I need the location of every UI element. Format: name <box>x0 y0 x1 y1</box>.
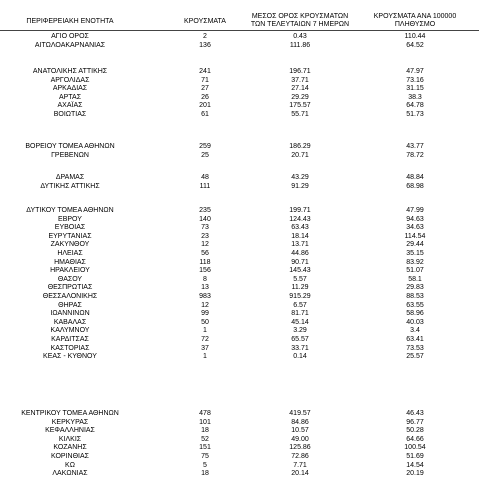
cases-value: 259 <box>199 143 211 150</box>
avg-value: 0.14 <box>293 353 307 361</box>
avg-value: 43.29 <box>291 174 309 181</box>
region-name: ΚΟΡΙΝΘΙΑΣ <box>51 453 89 460</box>
per-100000-value: 83.92 <box>406 258 424 266</box>
avg-value: 20.14 <box>291 470 309 478</box>
avg-value: 175.57 <box>289 102 311 110</box>
per-100000-value: 35.15 <box>406 250 424 257</box>
region-name: ΑΡΚΑΔΙΑΣ <box>52 85 88 93</box>
cases-value: 18 <box>201 427 209 435</box>
avg-value: 7.71 <box>293 461 307 469</box>
table-row <box>0 182 479 191</box>
avg-value: 915.29 <box>289 293 311 300</box>
avg-value: 65.57 <box>291 336 309 343</box>
region-name: ΚΕΑΣ - ΚΥΘΝΟΥ <box>43 353 97 361</box>
cases-value: 151 <box>199 444 211 452</box>
cases-value: 5 <box>203 461 207 469</box>
region-name: ΒΟΙΩΤΙΑΣ <box>53 111 87 118</box>
avg-value: 33.71 <box>291 344 309 352</box>
per-100000-value: 94.63 <box>406 215 424 223</box>
avg-value: 37.71 <box>291 76 309 84</box>
avg-value: 27.14 <box>291 85 309 93</box>
avg-value: 72.86 <box>291 453 309 460</box>
cases-value: 50 <box>201 318 209 326</box>
table-row <box>0 110 479 119</box>
avg-value: 124.43 <box>289 215 311 223</box>
avg-value: 11.29 <box>291 284 309 292</box>
avg-value: 63.43 <box>291 224 309 232</box>
region-name: ΓΡΕΒΕΝΩΝ <box>51 151 89 159</box>
cases-value: 1 <box>203 327 207 335</box>
avg-value: 90.71 <box>291 258 309 266</box>
per-100000-value: 20.19 <box>406 470 424 478</box>
per-100000-value: 50.28 <box>406 427 424 435</box>
header-divider <box>0 30 479 31</box>
header-per-100000 <box>360 13 470 29</box>
table-row <box>0 41 479 50</box>
per-100000-value: 73.53 <box>406 344 424 352</box>
region-name: ΘΑΣΟΥ <box>57 275 83 283</box>
cases-value: 48 <box>201 174 209 181</box>
cases-value: 156 <box>199 267 211 275</box>
per-100000-value: 43.77 <box>406 143 424 150</box>
cases-value: 235 <box>199 207 211 214</box>
per-100000-value: 114.54 <box>404 232 426 240</box>
per-100000-value: 78.72 <box>406 151 424 159</box>
region-name: ΑΡΓΟΛΙΔΑΣ <box>50 76 90 84</box>
header-avg-7-days <box>240 13 360 29</box>
avg-value: 145.43 <box>289 267 311 275</box>
avg-value: 44.86 <box>291 250 309 257</box>
region-name: ΑΙΤΩΛΟΑΚΑΡΝΑΝΙΑΣ <box>34 41 106 49</box>
avg-value: 91.29 <box>291 182 309 190</box>
region-name: ΗΜΑΘΙΑΣ <box>54 258 86 266</box>
header-region: ΠΕΡΙΦΕΡΕΙΑΚΗ ΕΝΟΤΗΤΑ <box>26 18 114 25</box>
cases-value: 12 <box>201 301 209 309</box>
avg-value: 419.57 <box>289 410 311 417</box>
region-name: ΑΡΤΑΣ <box>58 93 82 101</box>
region-name: ΗΛΕΙΑΣ <box>57 250 83 257</box>
header-avg-line1: ΜΕΣΟΣ ΟΡΟΣ ΚΡΟΥΣΜΑΤΩΝ <box>251 13 349 20</box>
region-name: ΒΟΡΕΙΟΥ ΤΟΜΕΑ ΑΘΗΝΩΝ <box>25 143 115 150</box>
per-100000-value: 73.16 <box>406 76 424 84</box>
avg-value: 0.43 <box>293 33 307 40</box>
region-name: ΚΑΡΔΙΤΣΑΣ <box>51 336 89 343</box>
avg-value: 18.14 <box>291 232 309 240</box>
cases-value: 12 <box>201 241 209 249</box>
cases-value: 140 <box>199 215 211 223</box>
per-100000-value: 58.96 <box>406 310 424 318</box>
per-100000-value: 40.03 <box>406 318 424 326</box>
region-name: ΚΕΦΑΛΛΗΝΙΑΣ <box>45 427 95 435</box>
cases-value: 201 <box>199 102 211 110</box>
region-name: ΚΕΝΤΡΙΚΟΥ ΤΟΜΕΑ ΑΘΗΝΩΝ <box>21 410 119 417</box>
avg-value: 6.57 <box>293 301 307 309</box>
cases-value: 18 <box>201 470 209 478</box>
region-name: ΚΑΒΑΛΑΣ <box>53 318 87 326</box>
cases-value: 136 <box>199 41 211 49</box>
per-100000-value: 34.63 <box>406 224 424 232</box>
header-avg-line2: ΤΩΝ ΤΕΛΕΥΤΑΙΩΝ 7 ΗΜΕΡΩΝ <box>250 21 350 28</box>
per-100000-value: 58.1 <box>408 275 422 283</box>
per-100000-value: 3.4 <box>410 327 420 335</box>
avg-value: 125.86 <box>289 444 311 452</box>
table-row <box>0 151 479 160</box>
region-name: ΛΑΚΩΝΙΑΣ <box>52 470 88 478</box>
cases-value: 56 <box>201 250 209 257</box>
per-100000-value: 88.53 <box>406 293 424 300</box>
header-cases: ΚΡΟΥΣΜΑΤΑ <box>184 18 226 25</box>
region-name: ΘΕΣΣΑΛΟΝΙΚΗΣ <box>42 293 98 300</box>
avg-value: 199.71 <box>289 207 311 214</box>
per-100000-value: 46.43 <box>406 410 424 417</box>
region-name: ΘΕΣΠΡΩΤΙΑΣ <box>47 284 93 292</box>
cases-value: 118 <box>199 258 211 266</box>
region-name: ΚΑΣΤΟΡΙΑΣ <box>50 344 90 352</box>
per-100000-value: 110.44 <box>404 33 426 40</box>
cases-value: 37 <box>201 344 209 352</box>
region-name: ΗΡΑΚΛΕΙΟΥ <box>50 267 90 275</box>
cases-value: 478 <box>199 410 211 417</box>
region-name: ΚΟΖΑΝΗΣ <box>53 444 87 452</box>
cases-value: 72 <box>201 336 209 343</box>
per-100000-value: 63.41 <box>406 336 424 343</box>
avg-value: 45.14 <box>291 318 309 326</box>
cases-value: 27 <box>201 85 209 93</box>
cases-value: 61 <box>201 111 209 118</box>
region-name: ΕΥΒΟΙΑΣ <box>54 224 86 232</box>
cases-value: 26 <box>201 93 209 101</box>
avg-value: 13.71 <box>291 241 309 249</box>
per-100000-value: 96.77 <box>406 418 424 426</box>
per-100000-value: 68.98 <box>406 182 424 190</box>
per-100000-value: 100.54 <box>404 444 426 452</box>
cases-value: 2 <box>203 33 207 40</box>
cases-value: 13 <box>201 284 209 292</box>
per-100000-value: 25.57 <box>406 353 424 361</box>
cases-value: 1 <box>203 353 207 361</box>
cases-value: 101 <box>199 418 211 426</box>
per-100000-value: 29.83 <box>406 284 424 292</box>
region-name: ΕΥΡΥΤΑΝΙΑΣ <box>48 232 92 240</box>
region-name: ΔΥΤΙΚΗΣ ΑΤΤΙΚΗΣ <box>40 182 100 190</box>
cases-value: 71 <box>201 76 209 84</box>
region-name: ΚΩ <box>65 461 75 469</box>
region-name: ΚΕΡΚΥΡΑΣ <box>51 418 89 426</box>
per-100000-value: 64.66 <box>406 435 424 443</box>
per-100000-value: 14.54 <box>406 461 424 469</box>
region-name: ΘΗΡΑΣ <box>58 301 82 309</box>
region-name: ΙΩΑΝΝΙΝΩΝ <box>50 310 90 318</box>
avg-value: 81.71 <box>291 310 309 318</box>
avg-value: 10.57 <box>291 427 309 435</box>
per-100000-value: 31.15 <box>406 85 424 93</box>
region-name: ΖΑΚΥΝΘΟΥ <box>50 241 90 249</box>
region-name: ΑΧΑΪΑΣ <box>57 102 83 110</box>
avg-value: 5.57 <box>293 275 307 283</box>
cases-value: 75 <box>201 453 209 460</box>
per-100000-value: 29.44 <box>406 241 424 249</box>
cases-value: 23 <box>201 232 209 240</box>
region-name: ΚΙΛΚΙΣ <box>58 435 82 443</box>
region-name: ΑΓΙΟ ΟΡΟΣ <box>51 33 89 40</box>
cases-value: 25 <box>201 151 209 159</box>
avg-value: 84.86 <box>291 418 309 426</box>
per-100000-value: 47.99 <box>406 207 424 214</box>
per-100000-value: 51.69 <box>406 453 424 460</box>
avg-value: 20.71 <box>291 151 309 159</box>
region-name: ΔΡΑΜΑΣ <box>55 174 85 181</box>
avg-value: 29.29 <box>291 93 309 101</box>
region-name: ΚΑΛΥΜΝΟΥ <box>50 327 90 335</box>
avg-value: 49.00 <box>291 435 309 443</box>
header-per-line2: ΠΛΗΘΥΣΜΟ <box>394 21 436 28</box>
avg-value: 196.71 <box>289 68 311 75</box>
avg-value: 186.29 <box>289 143 311 150</box>
per-100000-value: 38.3 <box>408 93 422 101</box>
per-100000-value: 64.52 <box>406 41 424 49</box>
cases-value: 73 <box>201 224 209 232</box>
table-row <box>0 352 479 361</box>
per-100000-value: 51.07 <box>406 267 424 275</box>
cases-value: 52 <box>201 435 209 443</box>
per-100000-value: 64.78 <box>406 102 424 110</box>
table-row <box>0 469 479 478</box>
per-100000-value: 63.55 <box>406 301 424 309</box>
per-100000-value: 47.97 <box>406 68 424 75</box>
avg-value: 111.86 <box>289 41 311 49</box>
per-100000-value: 51.73 <box>406 111 424 118</box>
region-name: ΔΥΤΙΚΟΥ ΤΟΜΕΑ ΑΘΗΝΩΝ <box>26 207 114 214</box>
cases-value: 241 <box>199 68 211 75</box>
cases-value: 983 <box>199 293 211 300</box>
cases-value: 8 <box>203 275 207 283</box>
header-per-line1: ΚΡΟΥΣΜΑΤΑ ΑΝΑ 100000 <box>373 13 457 20</box>
avg-value: 3.29 <box>293 327 307 335</box>
region-name: ΕΒΡΟΥ <box>58 215 82 223</box>
per-100000-value: 48.84 <box>406 174 424 181</box>
cases-value: 111 <box>199 182 211 190</box>
cases-value: 99 <box>201 310 209 318</box>
avg-value: 55.71 <box>291 111 309 118</box>
region-name: ΑΝΑΤΟΛΙΚΗΣ ΑΤΤΙΚΗΣ <box>32 68 108 75</box>
